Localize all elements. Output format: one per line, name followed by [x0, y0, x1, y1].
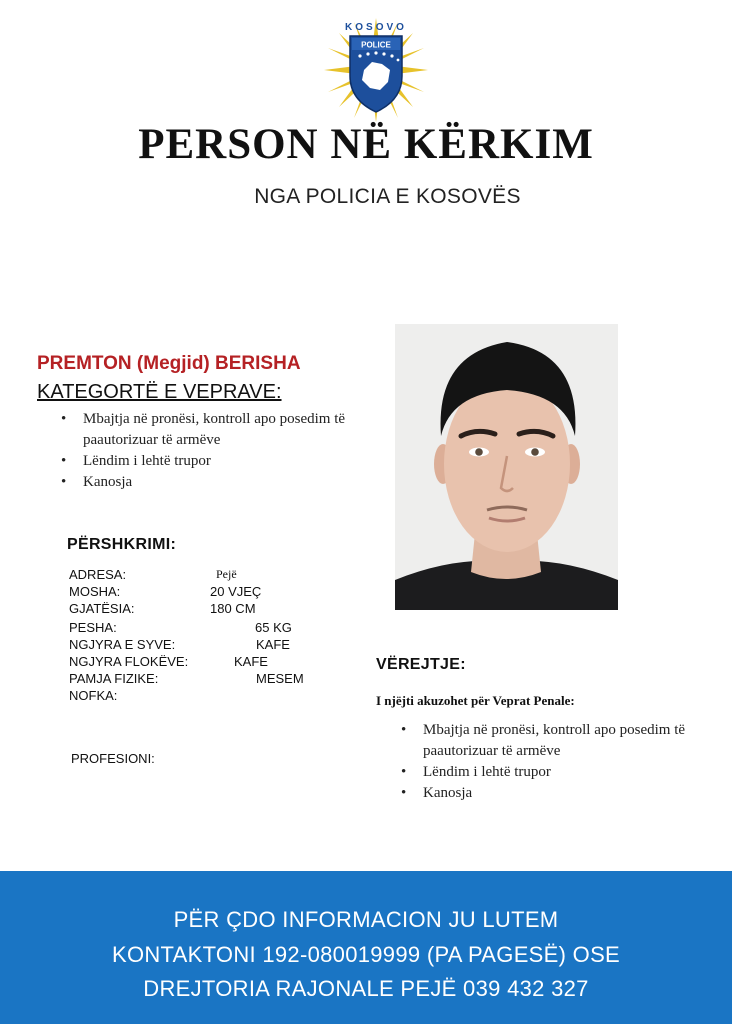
description-label: MOSHA:: [69, 584, 121, 599]
contact-line: KONTAKTONI 192-080019999 (PA PAGESË) OSE: [111, 942, 621, 967]
list-item: • Mbajtja në pronësi, kontroll apo posedim të paautorizuar të armëve: [398, 720, 698, 762]
description-label: ADRESA:: [69, 567, 127, 582]
list-item: • Lëndim i lehtë trupor: [398, 762, 698, 783]
accused-statement: I njëjti akuzohet për Veprat Penale:: [376, 693, 575, 708]
description-value: 180 CM: [210, 601, 256, 616]
wanted-person-name: PREMTON (Megjid) BERISHA: [37, 353, 301, 374]
offense-categories-title: KATEGORTË E VEPRAVE:: [37, 381, 282, 403]
svg-text:KOSOVO: KOSOVO: [345, 22, 407, 33]
offense-categories-list: [58, 409, 378, 493]
description-value: Pejë: [216, 567, 237, 581]
police-emblem-icon: [320, 14, 432, 126]
contact-line: PËR ÇDO INFORMACION JU LUTEM: [173, 907, 559, 932]
list-item: • Mbajtja në pronësi, kontroll apo posedim të paautorizuar të armëve: [58, 409, 378, 451]
description-label: NOFKA:: [69, 688, 118, 703]
charged-offenses-list: [398, 720, 698, 804]
description-title: PËRSHKRIMI:: [67, 536, 177, 553]
description-value: KAFE: [234, 654, 268, 669]
list-item: • Kanosja: [58, 472, 378, 493]
description-value: MESEM: [256, 671, 304, 686]
contact-footer: [0, 871, 732, 1024]
kosovo-police-logo: [320, 14, 432, 126]
profession-label: PROFESIONI:: [71, 751, 155, 766]
person-portrait-icon: [395, 324, 618, 610]
description-label: PAMJA FIZIKE:: [69, 671, 159, 686]
description-label: PESHA:: [69, 620, 117, 635]
remarks-title: VËREJTJE:: [376, 656, 466, 673]
page-title: PERSON NË KËRKIM: [138, 121, 594, 168]
description-label: NGJYRA FLOKËVE:: [69, 654, 189, 669]
list-item: • Lëndim i lehtë trupor: [58, 451, 378, 472]
suspect-photo: [395, 324, 618, 610]
description-value: KAFE: [256, 637, 290, 652]
description-value: 65 KG: [255, 620, 292, 635]
page-subtitle: NGA POLICIA E KOSOVËS: [254, 185, 521, 208]
description-label: NGJYRA E SYVE:: [69, 637, 176, 652]
svg-text:POLICE: POLICE: [361, 40, 391, 50]
contact-line: DREJTORIA RAJONALE PEJË 039 432 327: [143, 976, 589, 1001]
description-label: GJATËSIA:: [69, 601, 135, 616]
list-item: • Kanosja: [398, 783, 698, 804]
description-value: 20 VJEÇ: [210, 584, 262, 599]
